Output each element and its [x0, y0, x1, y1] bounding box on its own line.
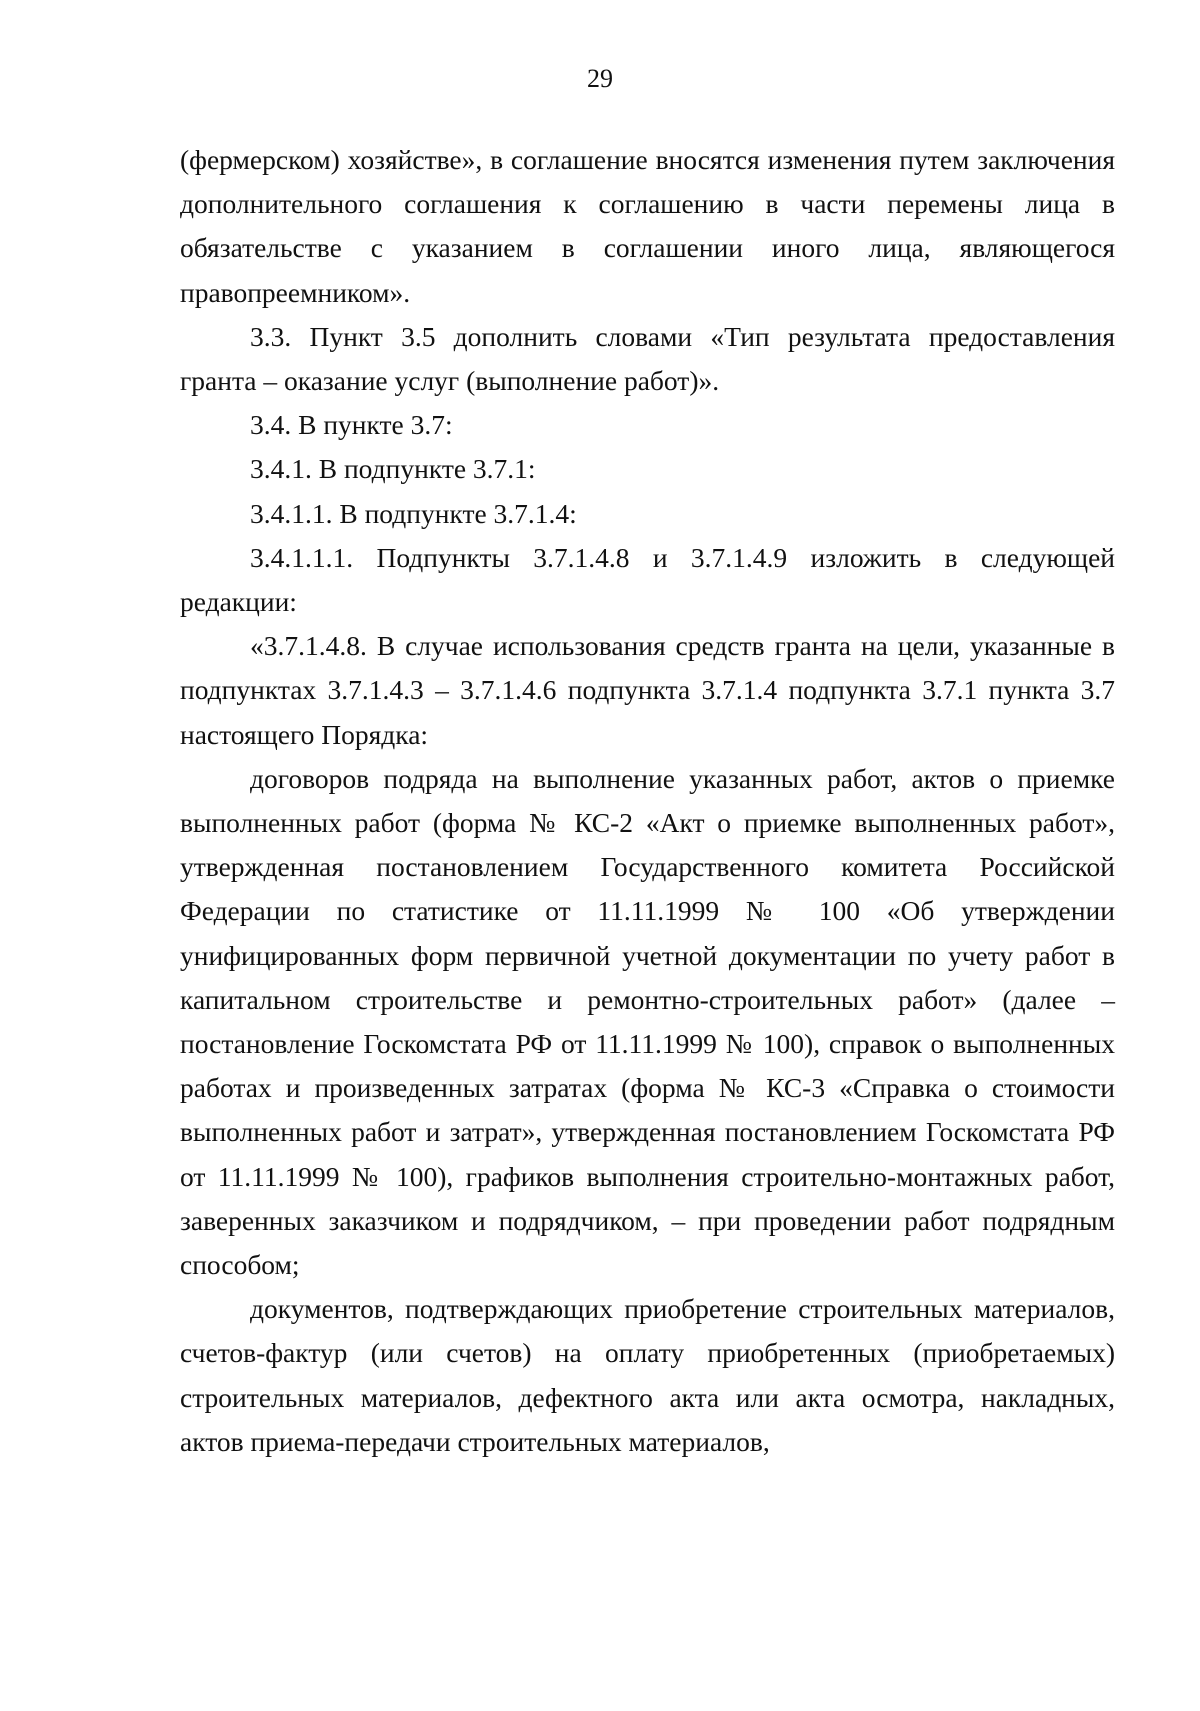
paragraph-3-4-1: 3.4.1. В подпункте 3.7.1:: [250, 453, 536, 485]
paragraph-3-4-1-1-1: 3.4.1.1.1. Подпункты 3.7.1.4.8 и 3.7.1.4.9 изложить в следующей редакции:: [180, 541, 1115, 618]
paragraph-3-3: 3.3. Пункт 3.5 дополнить словами «Тип результата предоставления гранта – оказание услуг (выполнение работ)».: [180, 320, 1115, 397]
paragraph-contract-documents: договоров подряда на выполнение указанных работ, актов о приемке выполненных работ (форма № КС-2 «Акт о приемке выполненных работ», утвержденная постановлением Государственного комитета Российской Федерации по статистике от 11.11.1999 № 100 «Об утверждении унифицированных форм первичной учетной документации по учету работ в капитальном строительстве и ремонтно-строительных работ» (далее – постановление Госкомстата РФ от 11.11.1999 № 100), справок о выполненных работах и произведенных затратах (форма № КС-3 «Справка о стоимости выполненных работ и затрат», утвержденная постановлением Госкомстата РФ от 11.11.1999 № 100), графиков выполнения строительно-монтажных работ, заверенных заказчиком и подрядчиком, – при проведении работ подрядным способом;: [180, 762, 1115, 1281]
paragraph-3-4-1-1: 3.4.1.1. В подпункте 3.7.1.4:: [250, 497, 577, 529]
page-number: 29: [587, 64, 613, 93]
paragraph-3-4: 3.4. В пункте 3.7:: [250, 409, 453, 441]
paragraph-materials-documents: документов, подтверждающих приобретение строительных материалов, счетов-фактур (или счетов) на оплату приобретенных (приобретаемых) строительных материалов, дефектного акта или акта осмотра, накладных, актов приема-передачи строительных материалов,: [180, 1293, 1115, 1457]
paragraph-continuation: (фермерском) хозяйстве», в соглашение вносятся изменения путем заключения дополнительного соглашения к соглашению в части перемены лица в обязательстве с указанием в соглашении иного лица, являющегося правопреемником».: [180, 144, 1115, 308]
paragraph-3-7-1-4-8: «3.7.1.4.8. В случае использования средств гранта на цели, указанные в подпунктах 3.7.1.4.3 – 3.7.1.4.6 подпункта 3.7.1.4 подпункта 3.7.1 пункта 3.7 настоящего Порядка:: [180, 630, 1115, 750]
document-body: [180, 138, 1115, 1464]
